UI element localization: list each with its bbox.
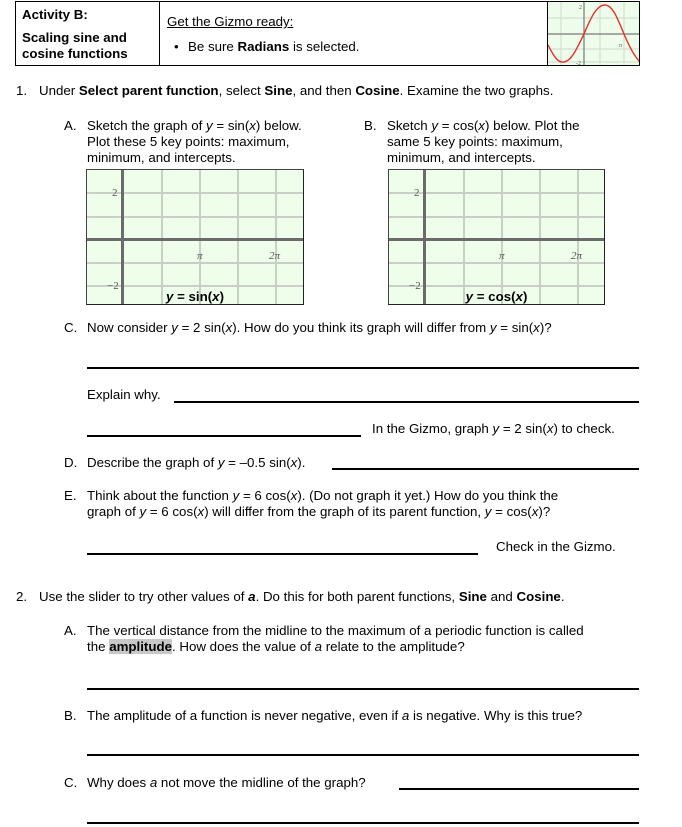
x-tick-label: 2π [269,250,281,262]
y-axis [121,170,124,304]
sine-thumbnail-image [547,2,639,65]
activity-title: Scaling sine and cosine functions [22,30,128,61]
answer-line-2c[interactable] [399,788,639,790]
item-1d-text: Describe the graph of y = –0.5 sin(x). [87,455,306,470]
activity-title-cell [16,2,160,65]
answer-line-2a[interactable] [87,688,639,690]
y-axis [423,170,426,304]
item-2c-text: Why does a not move the midline of the graph? [87,775,366,790]
setup-bullet: • Be sure Radians is selected. [174,39,360,54]
item-2b-letter: B. [64,708,77,723]
x-axis [87,238,303,241]
amplitude-term-highlight[interactable]: amplitude [109,639,172,654]
answer-line-1e[interactable] [87,553,478,555]
x-tick-label: π [197,250,203,262]
activity-header-table [15,1,640,66]
check-note-1e: Check in the Gizmo. [496,539,616,554]
y-tick-label: 2 [112,187,118,199]
item-1d-letter: D. [64,455,78,470]
item-1a-letter: A. [64,118,77,133]
graph-caption: y = sin(x) [165,289,225,304]
y-tick-label: −2 [107,280,119,292]
graph-caption: y = cos(x) [465,289,528,304]
bullet-icon: • [174,39,179,54]
item-1c-letter: C. [64,320,78,335]
answer-line-1c-2[interactable] [87,435,361,437]
y-tick-label: −2 [409,280,421,292]
question-number: 1. [16,83,28,98]
explain-label: Explain why. [87,387,161,402]
question-2 [16,589,565,605]
item-1b-letter: B. [364,118,377,133]
cosine-sketch-graph[interactable] [388,169,605,305]
sine-sketch-graph[interactable] [86,169,304,305]
item-1e-letter: E. [64,488,77,503]
item-1a-text: Sketch the graph of y = sin(x) below. Plot these 5 key points: maximum, minimum, and intercepts. [87,118,302,165]
item-1e-text: Think about the function y = 6 cos(x). (Do not graph it yet.) How do you think the graph of y = 6 cos(x) will differ from the graph of its parent function, y = cos(x)? [87,488,559,519]
question-number: 2. [16,589,28,604]
check-note-1c: In the Gizmo, graph y = 2 sin(x) to check. [372,421,615,436]
item-2b-text: The amplitude of a function is never negative, even if a is negative. Why is this true? [87,708,583,723]
svg-text:2: 2 [579,5,582,11]
x-tick-label: π [499,250,505,262]
setup-heading: Get the Gizmo ready: [167,14,294,29]
svg-text:π: π [619,43,623,49]
answer-line-2b[interactable] [87,754,639,756]
item-2c-letter: C. [64,775,78,790]
activity-label: Activity B: [22,7,88,22]
question-2-text: Use the slider to try other values of a. Do this for both parent functions, Sine and Cosine. [39,589,565,604]
item-1c-text: Now consider y = 2 sin(x). How do you think its graph will differ from y = sin(x)? [87,320,552,335]
question-1 [16,83,554,99]
sine-curve-icon [548,2,639,65]
y-tick-label: 2 [414,187,420,199]
item-2a-text: The vertical distance from the midline to the maximum of a periodic function is called the amplitude. How does the value of a relate to the amplitude? [87,623,584,654]
radians-keyword: Radians [237,39,290,54]
question-1-text: Under Select parent function, select Sine, and then Cosine. Examine the two graphs. [39,83,554,98]
item-1b-text: Sketch y = cos(x) below. Plot the same 5 key points: maximum, minimum, and intercepts. [387,118,580,165]
answer-line-2c-2[interactable] [87,822,639,824]
answer-line-1d[interactable] [332,468,639,470]
explain-answer-line[interactable] [174,401,639,403]
x-axis [389,238,604,241]
x-tick-label: 2π [571,250,583,262]
answer-line-1c[interactable] [87,367,639,369]
item-2a-letter: A. [64,623,77,638]
svg-text:-2: -2 [576,61,581,65]
